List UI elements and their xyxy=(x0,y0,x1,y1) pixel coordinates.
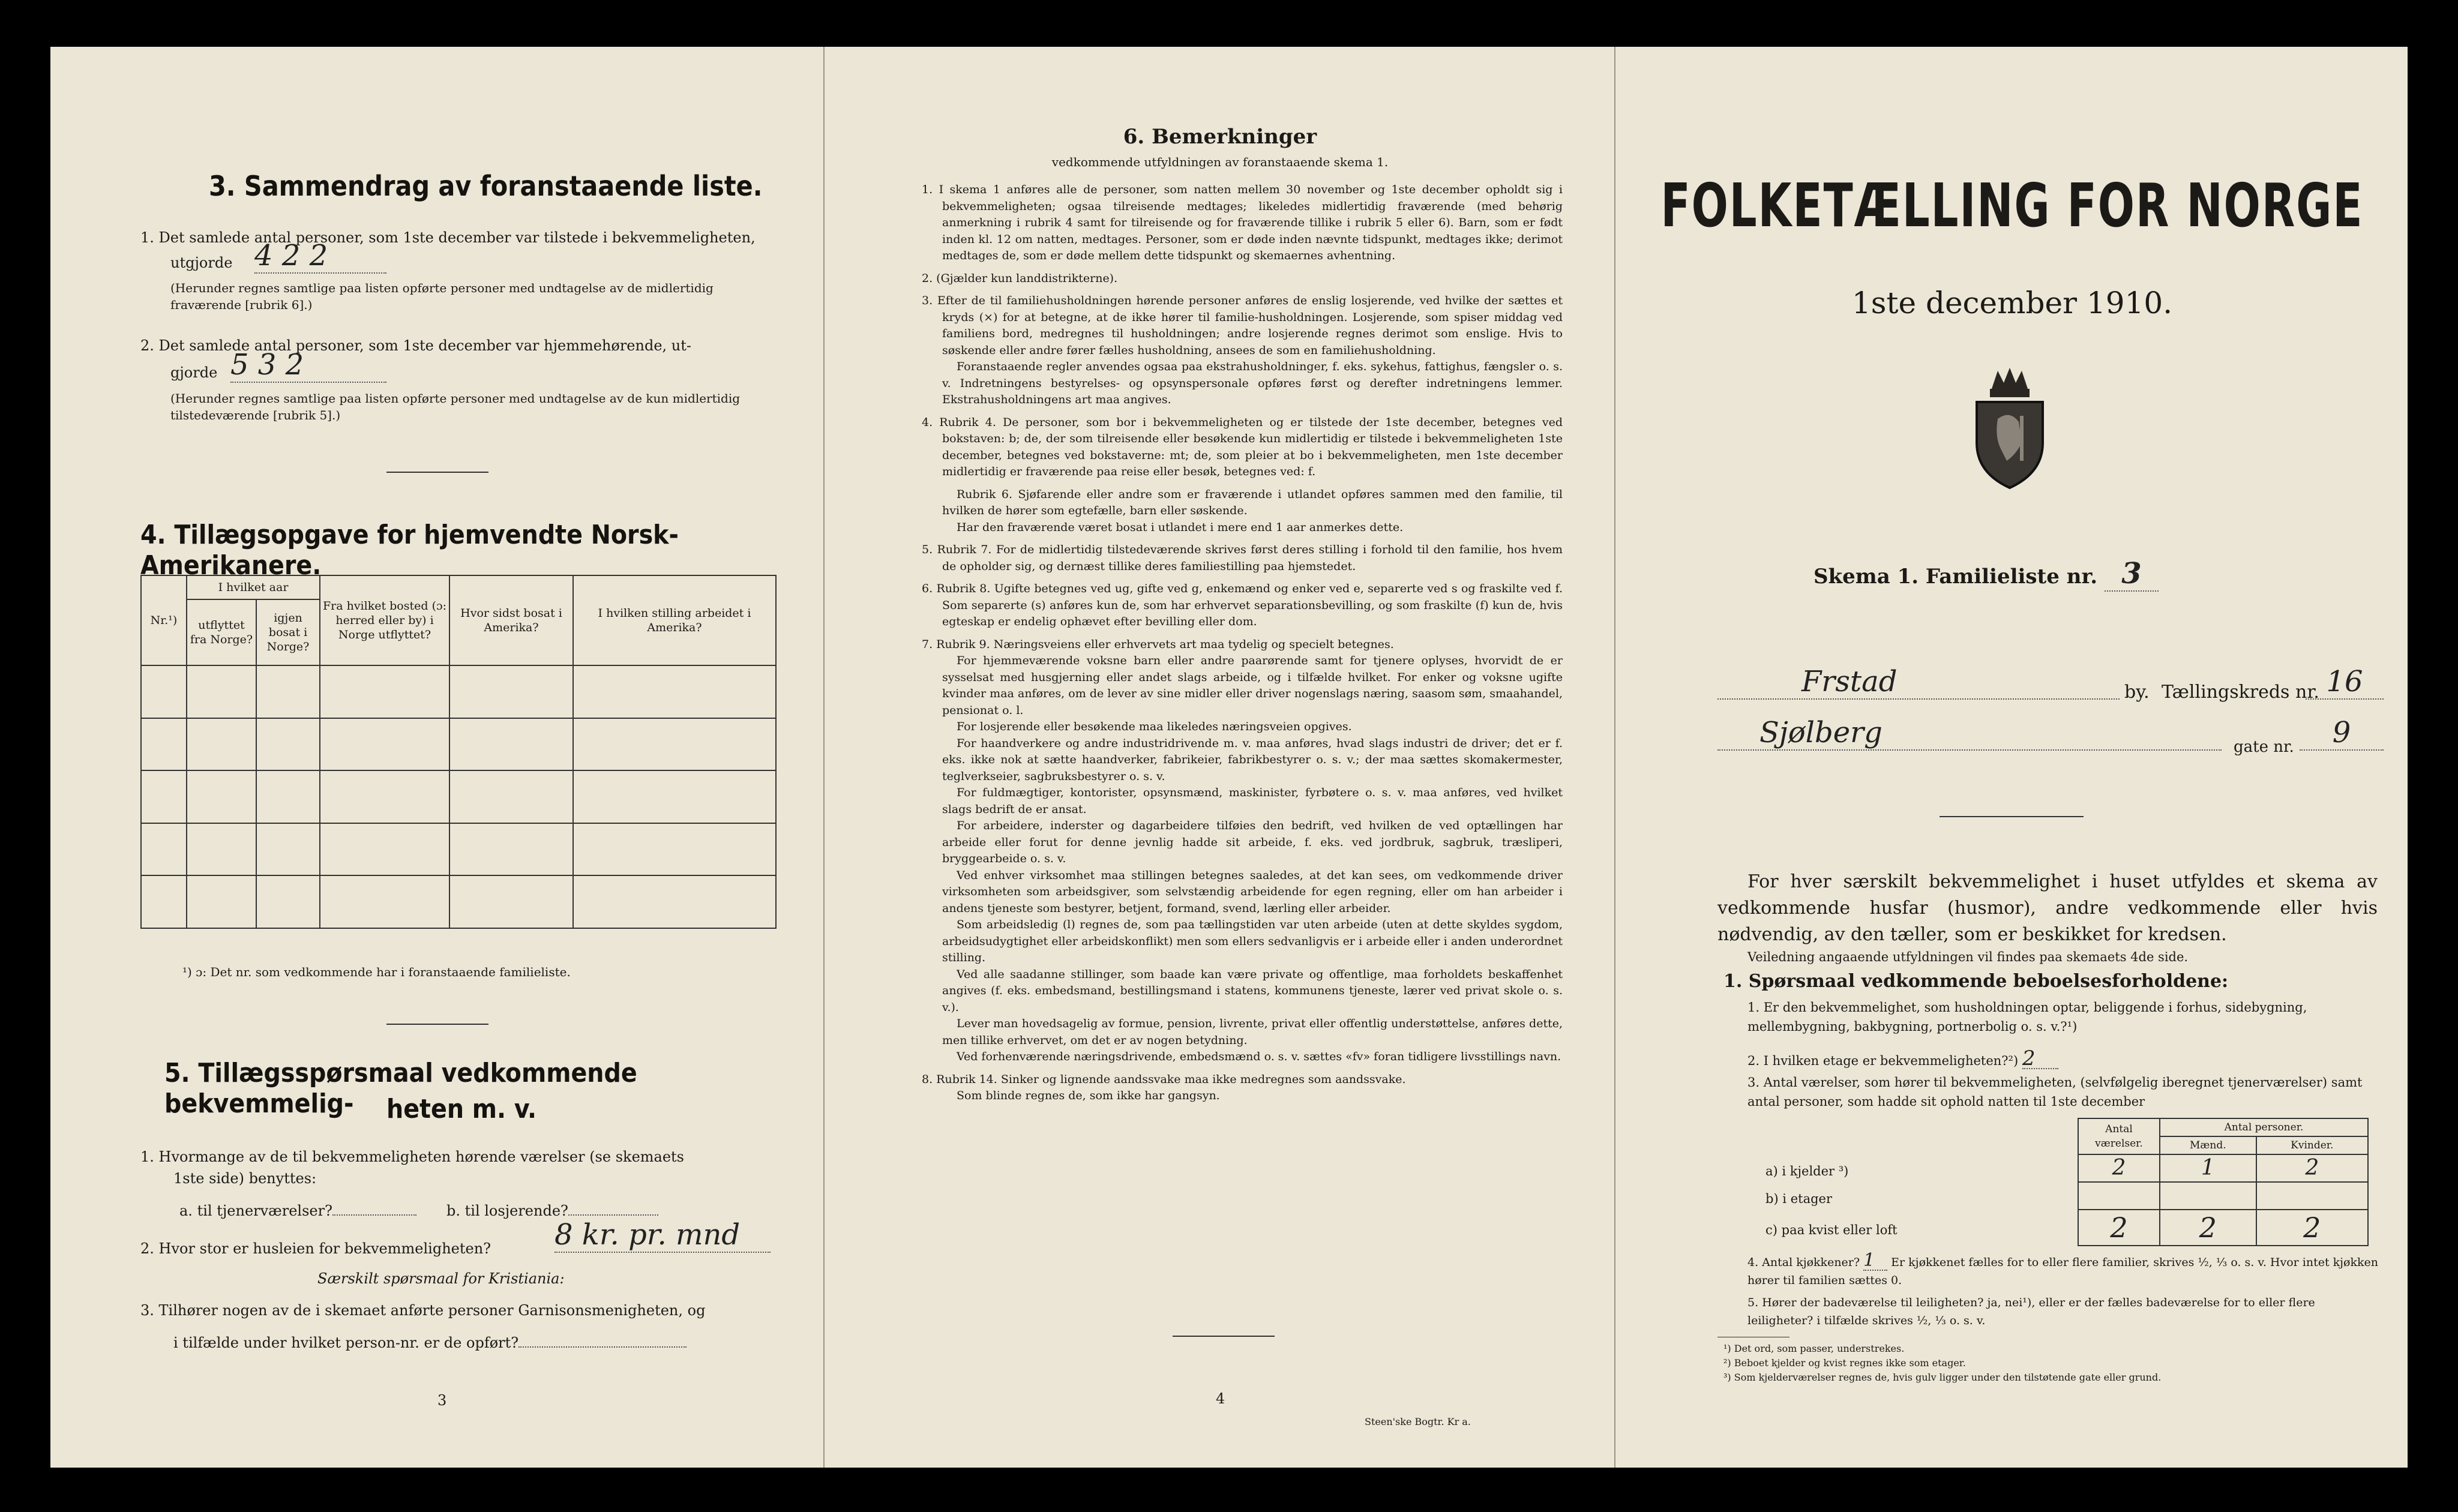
row-b-rooms[interactable] xyxy=(2078,1182,2160,1210)
remark-8b: Som blinde regnes de, som ikke har gangsyn. xyxy=(957,1089,1220,1102)
sec5-q2-sub: Særskilt spørsmaal for Kristiania: xyxy=(317,1270,565,1287)
sec3-q2-text: 2. Det samlede antal personer, som 1ste december var hjemmehørende, ut- xyxy=(140,337,691,354)
rooms-table xyxy=(2078,1118,2369,1246)
by-label: by. xyxy=(2124,682,2150,703)
question-5: 5. Hører der badeværelse til leiligheten? ja, nei¹), eller er der fælles badeværelse for to eller flere leiligheter? i tilfælde skrives ½, ⅓ o. s. v. xyxy=(1747,1296,2315,1327)
page-1-front xyxy=(1614,47,2408,1468)
questions-title: 1. Spørsmaal vedkommende beboelsesforholdene: xyxy=(1723,971,2229,992)
remarks-body xyxy=(915,182,1563,1111)
remark-4c: Har den fraværende været bosat i utlandet i mere end 1 aar anmerkes dette. xyxy=(957,520,1404,534)
remarks-title: 6. Bemerkninger xyxy=(1123,125,1317,149)
row-b-women[interactable] xyxy=(2256,1182,2368,1210)
sec3-q1-lead: utgjorde xyxy=(170,254,233,271)
printer-mark: Steen'ske Bogtr. Kr a. xyxy=(1365,1416,1471,1427)
remark-7j: Lever man hovedsagelig av formue, pension, livrente, privat eller offentlig understøttelse, anføres dette, men tillike erhvervet, om det er av nogen betydning. xyxy=(942,1017,1563,1047)
remark-7g: Ved enhver virksomhet maa stillingen betegnes saaledes, at det kan sees, om vedkommende driver virksomheten som arbeidsgiver, som selvstændig arbeidende for egen regning, eller om han arbeider i andens tjeneste som bestyrer, betjent, formand, svend, lærling eller arbeider. xyxy=(942,868,1563,915)
remark-7f: For arbeidere, inderster og dagarbeidere tilføies den bedrift, ved hvilken de ved optællingen har arbeide eller forut for denne jevnlig hadde sit arbeide, f. eks. ved jordbruk, sagbruk, træsliperi, bryggearbeide o. s. v. xyxy=(942,819,1563,865)
remark-3b: Foranstaaende regler anvendes ogsaa paa ekstrahusholdninger, f. eks. sykehus, fattighus, fængsler o. s. v. Indretningens bestyrelses- og opsynspersonale opføres først og derefter indretningens lemmer. Ekstrahusholdningens art maa angives. xyxy=(942,360,1563,406)
gate-label: gate nr. xyxy=(2234,738,2294,756)
sec3-title: 3. Sammendrag av foranstaaende liste. xyxy=(209,170,763,202)
q3-input[interactable] xyxy=(518,1346,687,1348)
row-a-women[interactable]: 2 xyxy=(2256,1154,2368,1182)
remark-8: 8. Rubrik 14. Sinker og lignende aandssvake maa ikke medregnes som aandssvake. xyxy=(922,1072,1406,1086)
sec5-q2: 2. Hvor stor er husleien for bekvemmeligheten? xyxy=(140,1240,491,1257)
intro-text: For hver særskilt bekvemmelighet i huset utfyldes et skema av vedkommende husfar (husmor), andre vedkommende eller hvis nødvendig, av den tæller, som er beskikket for kredsen. xyxy=(1717,871,2378,945)
divider xyxy=(1173,1336,1275,1337)
form-title: FOLKETÆLLING FOR NORGE xyxy=(1660,170,2364,241)
remarks-subtitle: vedkommende utfyldningen av foranstaaende skema 1. xyxy=(1051,155,1389,169)
divider xyxy=(1940,816,2084,817)
page-3 xyxy=(50,47,823,1468)
place-field[interactable]: Frstad xyxy=(1717,665,2120,700)
table-row xyxy=(141,770,776,823)
remark-7: 7. Rubrik 9. Næringsveiens eller erhvervets art maa tydelig og specielt betegnes. xyxy=(922,637,1394,651)
h-rooms: Antal værelser. xyxy=(2078,1118,2160,1154)
sec3-q1-note: (Herunder regnes samtlige paa listen opførte personer med undtagelse av de midlertidig fraværende [rubrik 6].) xyxy=(170,281,714,312)
col-position: I hvilken stilling arbeidet i Amerika? xyxy=(573,575,776,665)
row-c-rooms[interactable]: 2 xyxy=(2078,1210,2160,1246)
question-1: 1. Er den bekvemmelighet, som husholdningen optar, beliggende i forhus, sidebygning, mellembygning, bakbygning, portnerbolig o. s. v.?¹) xyxy=(1747,1000,2307,1034)
row-b-men[interactable] xyxy=(2160,1182,2256,1210)
sec5-q2-value[interactable]: 8 kr. pr. mnd xyxy=(554,1218,771,1253)
h-women: Kvinder. xyxy=(2256,1136,2368,1154)
table-row xyxy=(141,665,776,718)
remark-2: 2. (Gjælder kun landdistrikterne). xyxy=(922,271,1118,285)
col-emigrated: utflyttet fra Norge? xyxy=(187,599,256,665)
page-number: 4 xyxy=(1216,1390,1225,1407)
sec5-q1a: a. til tjenerværelser? xyxy=(179,1202,332,1219)
remark-1: 1. I skema 1 anføres alle de personer, som natten mellem 30 november og 1ste december opholdt sig i bekvemmeligheten; ogsaa tilreisende medtages; likeledes midlertidig fraværende (med behørig anmerkning i rubrik 4 samt for tilreisende og for fraværende tillike i rubrik 5 eller 6). Barn, som er født inden kl. 12 om natten, medtages. Personer, som er døde inden nævnte tidspunkt, medtages ikke; derimot medtages de, som er døde mellem dette tidspunkt og skemaernes avhentning. xyxy=(922,183,1563,262)
sec5-q1-line1: 1. Hvormange av de til bekvemmeligheten hørende værelser (se skemaets xyxy=(140,1148,684,1165)
q1a-input[interactable] xyxy=(332,1214,416,1216)
question-3: 3. Antal værelser, som hører til bekvemmeligheten, (selvfølgelig iberegnet tjenerværelser) samt antal personer, som hadde sit ophold natten til 1ste december xyxy=(1747,1075,2363,1109)
remark-7k: Ved forhenværende næringsdrivende, embedsmænd o. s. v. sættes «fv» foran tidligere livsstillings navn. xyxy=(957,1050,1561,1063)
row-c-men[interactable]: 2 xyxy=(2160,1210,2256,1246)
remark-7d: For haandverkere og andre industridrivende m. v. maa anføres, hvad slags industri de driver; det er f. eks. ikke nok at sætte haandverker, fabrikeier, fabrikbestyrer o. s. v.; der maa sættes skomakermester, teglverkseier, sagbruksbestyrer o. s. v. xyxy=(942,736,1563,783)
district-nr[interactable]: 16 xyxy=(2306,665,2384,700)
col-returned: igjen bosat i Norge? xyxy=(256,599,320,665)
row-a-label: a) i kjelder ³) xyxy=(1765,1164,1849,1178)
table-row xyxy=(141,875,776,928)
sec5-title-line2: heten m. v. xyxy=(386,1094,537,1124)
sec5-q3-line1: 3. Tilhører nogen av de i skemaet anførte personer Garnisonsmenigheten, og xyxy=(140,1302,706,1319)
remark-6: 6. Rubrik 8. Ugifte betegnes ved ug, gifte ved g, enkemænd og enker ved e, separerte ved s og fraskilte ved f. Som separerte (s) anføres kun de, som har erhvervet separationsbevilling, og som fraskilte (f) kun de, hvis egteskap er endelig ophævet efter bevilling eller dom. xyxy=(922,582,1563,628)
col-from: Fra hvilket bosted (ɔ: herred eller by) i Norge utflyttet? xyxy=(320,575,449,665)
col-nr: Nr.¹) xyxy=(141,575,187,665)
table-row xyxy=(141,718,776,771)
form-date: 1ste december 1910. xyxy=(1851,286,2173,320)
row-a-rooms[interactable]: 2 xyxy=(2078,1154,2160,1182)
remark-7h: Som arbeidsledig (l) regnes de, som paa tællingstiden var uten arbeide (uten at dette skyldes sygdom, arbeidsudygtighet eller arbeidskonflikt) men som ellers sedvanligvis er i arbeide eller i anden underordnet stilling. xyxy=(942,918,1563,964)
question-2-value[interactable]: 2 xyxy=(2022,1049,2058,1069)
sec5-title-line1: 5. Tillægsspørsmaal vedkommende bekvemmelig- xyxy=(164,1058,637,1119)
h-persons: Antal personer. xyxy=(2160,1118,2368,1136)
question-2: 2. I hvilken etage er bekvemmeligheten?²) xyxy=(1747,1054,2019,1068)
table-row xyxy=(2078,1154,2368,1182)
norsk-amerikaner-table xyxy=(140,575,777,929)
question-4-rest: Er kjøkkenet fælles for to eller flere familier, skrives ½, ⅓ o. s. v. Hvor intet kjøkken hører til familien sættes 0. xyxy=(1747,1256,2378,1287)
sec4-footnote: ¹) ɔ: Det nr. som vedkommende har i foranstaaende familieliste. xyxy=(182,965,571,979)
gate-nr[interactable]: 9 xyxy=(2300,716,2384,751)
street-field[interactable]: Sjølberg xyxy=(1717,716,2222,751)
page-4 xyxy=(823,47,1614,1468)
norway-coat-of-arms-icon xyxy=(1965,365,2055,491)
row-c-women[interactable]: 2 xyxy=(2256,1210,2368,1246)
q1b-input[interactable] xyxy=(568,1214,658,1216)
footnote-3: ³) Som kjelderværelser regnes de, hvis gulv ligger under den tilstøtende gate eller grund. xyxy=(1723,1372,2162,1383)
sec3-q2-value[interactable]: 5 3 2 xyxy=(230,348,386,383)
footnote-1: ¹) Det ord, som passer, understrekes. xyxy=(1723,1343,1905,1354)
question-4: 4. Antal kjøkkener? xyxy=(1747,1256,1860,1269)
table-row xyxy=(2078,1210,2368,1246)
table-row xyxy=(141,823,776,876)
guide-text: Veiledning angaaende utfyldningen vil findes paa skemaets 4de side. xyxy=(1747,950,2189,964)
sec3-q2-note: (Herunder regnes samtlige paa listen opførte personer med undtagelse av de kun midlertidig tilstedeværende [rubrik 5].) xyxy=(170,391,741,422)
divider xyxy=(386,1024,488,1025)
row-a-men[interactable]: 1 xyxy=(2160,1154,2256,1182)
schema-nr[interactable]: 3 xyxy=(2105,557,2159,592)
page-number: 3 xyxy=(437,1392,447,1409)
remark-7e: For fuldmægtiger, kontorister, opsynsmænd, maskinister, fyrbøtere o. s. v. maa anføres, ved hvilket slags bedrift de er ansat. xyxy=(942,786,1563,816)
sec3-q1-text: 1. Det samlede antal personer, som 1ste december var tilstede i bekvemmeligheten, xyxy=(140,229,756,246)
col-year: I hvilket aar xyxy=(187,575,320,599)
remark-5: 5. Rubrik 7. For de midlertidig tilstedeværende skrives først deres stilling i forhold til den familie, hos hvem de opholder sig, og dernæst tillike deres familiestilling paa hjemstedet. xyxy=(922,543,1563,573)
district-label: Tællingskreds nr. xyxy=(2162,682,2319,703)
row-c-label: c) paa kvist eller loft xyxy=(1765,1223,1898,1237)
remark-3: 3. Efter de til familiehusholdningen hørende personer anføres de enslig losjerende, ved hvilke der sættes et kryds (×) for at betegne, at de ikke hører til familie-husholdningen. Losjerende, som spiser middag ved familiens bord, medregnes til husholdningen; andre losjerende regnes derimot som enslige. Hvis to søskende eller andre fører fælles husholdning, ansees de som en familiehusholdning. xyxy=(922,294,1563,357)
sec5-q1b: b. til losjerende? xyxy=(446,1202,568,1219)
row-b-label: b) i etager xyxy=(1765,1192,1832,1206)
divider xyxy=(386,472,488,473)
sec5-q3-line2: i tilfælde under hvilket person-nr. er de opført? xyxy=(173,1334,519,1351)
sec3-q1-value[interactable]: 4 2 2 xyxy=(254,239,386,274)
remark-7b: For hjemmeværende voksne barn eller andre paarørende samt for tjenere oplyses, hvorvidt de er sysselsat med husgjerning eller andet slags arbeide, og i tilfælde hvilket. For enker og voksne ugifte kvinder maa anføres, om de lever av sine midler eller driver nogenslags næring, saasom søm, smaahandel, pensionat o. l. xyxy=(942,654,1563,717)
schema-label: Skema 1. Familieliste nr. xyxy=(1813,565,2098,589)
remark-4b: Rubrik 6. Sjøfarende eller andre som er fraværende i utlandet opføres sammen med den familie, til hvilken de hører som egtefælle, barn eller søskende. xyxy=(942,487,1563,517)
sec5-q1-line2: 1ste side) benyttes: xyxy=(173,1170,317,1187)
sec4-title: 4. Tillægsopgave for hjemvendte Norsk-Amerikanere. xyxy=(140,520,679,581)
footnote-2: ²) Beboet kjelder og kvist regnes ikke som etager. xyxy=(1723,1357,1966,1369)
col-where: Hvor sidst bosat i Amerika? xyxy=(449,575,573,665)
sec3-q2-lead: gjorde xyxy=(170,364,218,381)
remark-7c: For losjerende eller besøkende maa likeledes næringsveien opgives. xyxy=(957,720,1352,733)
h-men: Mænd. xyxy=(2160,1136,2256,1154)
remark-4: 4. Rubrik 4. De personer, som bor i bekvemmeligheten og er tilstede der 1ste december, betegnes ved bokstaven: b; de, der som tilreisende eller besøkende kun midlertidig er tilstede i bekvemmeligheten 1ste december, betegnes ved bokstaverne: mt; de, som pleier at bo i bekvemmeligheten, men 1ste december midlertidig er fraværende paa reise eller besøk, betegnes ved: f. xyxy=(922,415,1563,478)
table-row xyxy=(2078,1182,2368,1210)
remark-7i: Ved alle saadanne stillinger, som baade kan være private og offentlige, maa forholdets beskaffenhet angives (f. eks. embedsmand, bestillingsmand i statens, kommunens tjeneste, lærer ved privat skole o. s. v.). xyxy=(942,967,1563,1014)
question-4-value[interactable]: 1 xyxy=(1863,1252,1887,1271)
